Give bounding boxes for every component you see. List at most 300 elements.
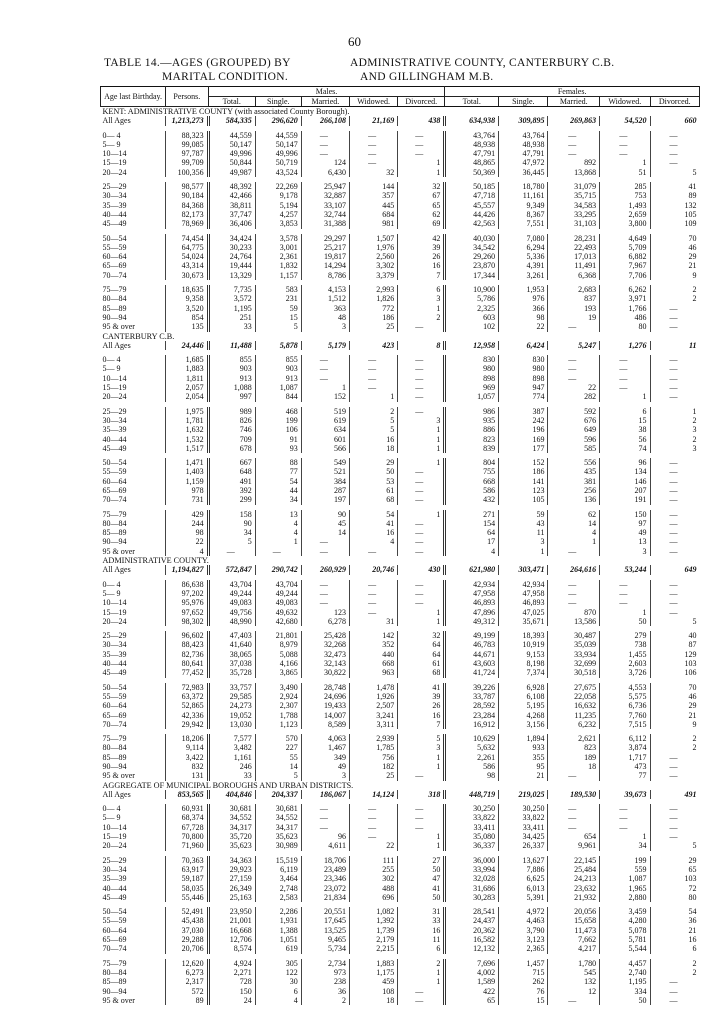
value-cell: 823	[445, 435, 499, 444]
value-cell: 49,083	[255, 598, 301, 607]
value-cell: 54	[650, 907, 699, 916]
value-cell: 63,917	[166, 865, 209, 874]
value-cell: 619	[301, 416, 349, 425]
value-cell: 2,271	[208, 968, 255, 977]
value-cell: —	[600, 598, 650, 607]
value-cell: 2,325	[445, 304, 499, 313]
value-cell: 3,422	[166, 753, 209, 762]
value-cell: —	[650, 364, 699, 373]
value-cell: —	[349, 813, 397, 822]
value-cell: —	[600, 149, 650, 158]
value-cell: 21	[650, 261, 699, 270]
value-cell: 1	[349, 392, 397, 401]
value-cell: 430	[398, 565, 445, 574]
value-cell: 56	[600, 435, 650, 444]
value-cell: 76	[499, 987, 548, 996]
value-cell: 47	[398, 874, 445, 883]
table-row	[101, 444, 700, 453]
value-cell: 6	[600, 407, 650, 416]
value-cell: 25	[349, 322, 397, 331]
age-group-cell: 20—24	[102, 616, 127, 626]
value-cell: 7,735	[208, 285, 255, 294]
value-cell: 4,217	[548, 944, 600, 953]
value-cell: 80	[650, 893, 699, 902]
value-cell: 46	[650, 243, 699, 252]
value-cell: 290,742	[255, 565, 301, 574]
value-cell: 46,893	[499, 598, 548, 607]
value-cell: 49	[600, 528, 650, 537]
value-cell: 35,671	[499, 617, 548, 626]
value-cell: —	[650, 823, 699, 832]
value-cell: 1,087	[600, 874, 650, 883]
value-cell: 36,000	[445, 856, 499, 865]
value-cell: 10,919	[499, 640, 548, 649]
value-cell: 31,686	[445, 884, 499, 893]
value-cell: 4,649	[600, 234, 650, 243]
title-left-line1: TABLE 14.—AGES (GROUPED) BY	[104, 57, 291, 69]
value-cell: 4	[255, 996, 301, 1005]
value-cell: 152	[499, 458, 548, 467]
value-cell: —	[398, 996, 445, 1005]
value-cell: 7	[398, 271, 445, 280]
value-cell: 6	[398, 944, 445, 953]
value-cell: 5,088	[255, 650, 301, 659]
value-cell: 37,030	[166, 926, 209, 935]
table-row	[101, 565, 700, 574]
table-row	[101, 753, 700, 762]
value-cell: 50,844	[208, 158, 255, 167]
value-cell: 24,764	[208, 252, 255, 261]
age-group-cell: All Ages	[102, 565, 131, 575]
value-cell: —	[398, 374, 445, 383]
value-cell: 22	[548, 383, 600, 392]
value-cell: 1	[398, 753, 445, 762]
value-cell: 36,406	[208, 219, 255, 228]
value-cell: 6,625	[499, 874, 548, 883]
section-header-row	[101, 781, 700, 790]
value-cell: 35,039	[548, 640, 600, 649]
value-cell: 134	[600, 467, 650, 476]
section-header-row	[101, 107, 700, 117]
value-cell: 349	[301, 753, 349, 762]
value-cell: 3,379	[349, 271, 397, 280]
value-cell: 16,632	[548, 701, 600, 710]
value-cell: 4	[166, 547, 209, 556]
age-group-cell: 10—14	[102, 149, 127, 159]
value-cell: 5	[650, 841, 699, 850]
value-cell: 1,785	[349, 743, 397, 752]
value-cell: 3,464	[255, 874, 301, 883]
age-group-cell: 25—29	[102, 182, 127, 192]
table-row	[101, 547, 700, 556]
table-row	[101, 916, 700, 925]
age-group-cell: 90—94	[102, 312, 127, 322]
value-cell: 47,958	[445, 589, 499, 598]
value-cell: 45	[301, 519, 349, 528]
value-cell: 830	[499, 355, 548, 364]
value-cell: —	[650, 392, 699, 401]
value-cell: 71,960	[166, 841, 209, 850]
value-cell: 1,532	[166, 435, 209, 444]
value-cell: 64	[398, 650, 445, 659]
value-cell: 30	[255, 977, 301, 986]
value-cell: 42,466	[208, 191, 255, 200]
value-cell: 13,329	[208, 271, 255, 280]
value-cell: 34,317	[255, 823, 301, 832]
value-cell: 2,560	[349, 252, 397, 261]
value-cell: 1,478	[349, 683, 397, 692]
value-cell: —	[398, 804, 445, 813]
value-cell: 20,056	[548, 907, 600, 916]
table-row	[101, 711, 700, 720]
header-females-single: Single.	[499, 97, 548, 107]
header-males-divorced: Divorced.	[398, 97, 445, 107]
value-cell: —	[398, 383, 445, 392]
value-cell: 5,247	[548, 341, 600, 350]
age-group-cell: 80—84	[102, 743, 127, 753]
value-cell: 5	[650, 168, 699, 177]
table-row	[101, 832, 700, 841]
table-row	[101, 743, 700, 752]
value-cell: —	[301, 547, 349, 556]
value-cell: 49,199	[445, 631, 499, 640]
value-cell: 41	[398, 683, 445, 692]
value-cell: 26,349	[208, 884, 255, 893]
value-cell: 154	[445, 519, 499, 528]
value-cell: 32,699	[548, 659, 600, 668]
age-group-cell: 60—64	[102, 252, 127, 262]
value-cell: —	[600, 364, 650, 373]
value-cell: 17,013	[548, 252, 600, 261]
value-cell: 4,002	[445, 968, 499, 977]
value-cell: —	[349, 383, 397, 392]
value-cell: 559	[600, 865, 650, 874]
age-group-cell: All Ages	[102, 340, 131, 350]
value-cell: 649	[650, 565, 699, 574]
age-group-cell: 75—79	[102, 285, 127, 295]
value-cell: 47,791	[445, 149, 499, 158]
value-cell: 12,958	[445, 341, 499, 350]
value-cell: 49,996	[208, 149, 255, 158]
value-cell: 976	[499, 294, 548, 303]
value-cell: —	[548, 355, 600, 364]
value-cell: 80	[600, 322, 650, 331]
value-cell: 1,455	[600, 650, 650, 659]
value-cell: 37,038	[208, 659, 255, 668]
value-cell: 191	[600, 495, 650, 504]
value-cell: 3	[398, 294, 445, 303]
value-cell: 2,683	[548, 285, 600, 294]
value-cell: —	[650, 537, 699, 546]
value-cell: 43,314	[166, 261, 209, 270]
value-cell: 266,108	[301, 116, 349, 125]
value-cell: 131	[166, 771, 209, 780]
value-cell: 1	[301, 383, 349, 392]
value-cell: —	[398, 477, 445, 486]
value-cell: 31,103	[548, 219, 600, 228]
value-cell: 49,987	[208, 168, 255, 177]
table-title-right	[350, 56, 614, 84]
value-cell: 15,519	[255, 856, 301, 865]
value-cell: —	[255, 547, 301, 556]
value-cell: 98	[166, 528, 209, 537]
title-right-line1: ADMINISTRATIVE COUNTY, CANTERBURY C.B.	[350, 57, 615, 69]
value-cell: —	[349, 598, 397, 607]
table-title-left	[104, 56, 291, 84]
age-group-cell: 25—29	[102, 631, 127, 641]
value-cell: 6,262	[600, 285, 650, 294]
value-cell: 18	[349, 444, 397, 453]
value-cell: 2,659	[600, 210, 650, 219]
value-cell: 4,463	[499, 916, 548, 925]
value-cell: 15	[255, 313, 301, 322]
value-cell: —	[650, 832, 699, 841]
value-cell: 963	[349, 668, 397, 677]
value-cell: 438	[398, 116, 445, 125]
value-cell: 193	[548, 304, 600, 313]
value-cell: —	[600, 355, 650, 364]
value-cell: 219,025	[499, 790, 548, 799]
table-row	[101, 926, 700, 935]
value-cell: 2,734	[301, 959, 349, 968]
value-cell: 3,311	[349, 720, 397, 729]
value-cell: 601	[301, 435, 349, 444]
value-cell: 30,250	[499, 804, 548, 813]
value-cell: 43	[499, 519, 548, 528]
value-cell: —	[650, 589, 699, 598]
header-females: Females.	[445, 87, 700, 97]
value-cell: 832	[166, 762, 209, 771]
value-cell: 16	[398, 926, 445, 935]
age-group-cell: 85—89	[102, 528, 127, 538]
value-cell: 144	[349, 182, 397, 191]
value-cell: —	[650, 383, 699, 392]
table-row	[101, 874, 700, 883]
table-row	[101, 580, 700, 589]
value-cell: 48,865	[445, 158, 499, 167]
header-males-total: Total.	[208, 97, 255, 107]
age-group-cell: 35—39	[102, 649, 127, 659]
value-cell: 4,972	[499, 907, 548, 916]
value-cell: 262	[499, 977, 548, 986]
age-group-cell: All Ages	[102, 116, 131, 126]
value-cell: 355	[499, 753, 548, 762]
value-cell: 123	[301, 608, 349, 617]
value-cell: 1,161	[208, 753, 255, 762]
value-cell: 25	[349, 771, 397, 780]
value-cell: 2,924	[255, 692, 301, 701]
value-cell: 72	[650, 884, 699, 893]
value-cell: —	[398, 495, 445, 504]
value-cell: 756	[349, 753, 397, 762]
value-cell: 844	[255, 392, 301, 401]
table-row	[101, 598, 700, 607]
value-cell: 48,938	[445, 140, 499, 149]
value-cell: 47,025	[499, 608, 548, 617]
value-cell: 6	[650, 944, 699, 953]
value-cell: 3	[301, 771, 349, 780]
value-cell: 43,764	[445, 131, 499, 140]
table-row	[101, 261, 700, 270]
value-cell: 4,257	[255, 210, 301, 219]
value-cell: 287	[301, 486, 349, 495]
table-row	[101, 243, 700, 252]
value-cell: 41,640	[208, 640, 255, 649]
age-group-cell: 25—29	[102, 855, 127, 865]
value-cell: 33,994	[445, 865, 499, 874]
header-age: Age last Birthday.	[101, 87, 166, 107]
value-cell: 3,578	[255, 234, 301, 243]
age-group-cell: 45—49	[102, 219, 127, 229]
age-group-cell: 20—24	[102, 392, 127, 402]
value-cell: 898	[499, 374, 548, 383]
age-group-cell: 10—14	[102, 373, 127, 383]
table-row	[101, 856, 700, 865]
value-cell: 41	[650, 182, 699, 191]
value-cell: 158	[208, 510, 255, 519]
value-cell: 6,294	[499, 243, 548, 252]
value-cell: 2	[301, 996, 349, 1005]
value-cell: 384	[301, 477, 349, 486]
value-cell: 728	[208, 977, 255, 986]
value-cell: 1,195	[600, 977, 650, 986]
value-cell: 28,592	[445, 701, 499, 710]
value-cell: 25,163	[208, 893, 255, 902]
age-group-cell: 60—64	[102, 701, 127, 711]
value-cell: 5	[349, 425, 397, 434]
value-cell: 5,786	[445, 294, 499, 303]
value-cell: 244	[166, 519, 209, 528]
value-cell: 5,575	[600, 692, 650, 701]
value-cell: 755	[445, 467, 499, 476]
age-group-cell: 65—69	[102, 935, 127, 945]
table-row	[101, 364, 700, 373]
value-cell: 74	[600, 444, 650, 453]
value-cell: 48,990	[208, 617, 255, 626]
value-cell: 7	[398, 720, 445, 729]
value-cell: 352	[349, 640, 397, 649]
age-group-cell: 40—44	[102, 883, 127, 893]
value-cell: 20,746	[349, 565, 397, 574]
value-cell: 1	[398, 304, 445, 313]
value-cell: 84,368	[166, 201, 209, 210]
value-cell: 3,302	[349, 261, 397, 270]
value-cell: 2	[650, 734, 699, 743]
value-cell: 1,512	[301, 294, 349, 303]
value-cell: 49,244	[208, 589, 255, 598]
value-cell: 31	[398, 907, 445, 916]
value-cell: 31,079	[548, 182, 600, 191]
value-cell: 21,932	[548, 893, 600, 902]
age-group-cell: 15—19	[102, 832, 127, 842]
value-cell: 70	[650, 683, 699, 692]
value-cell: 24,273	[208, 701, 255, 710]
table-row	[101, 790, 700, 799]
value-cell: 279	[600, 631, 650, 640]
value-cell: 6,736	[600, 701, 650, 710]
value-cell: 65	[445, 996, 499, 1005]
value-cell: —	[398, 598, 445, 607]
value-cell: 7,551	[499, 219, 548, 228]
value-cell: 51	[600, 168, 650, 177]
value-cell: 1,894	[499, 734, 548, 743]
value-cell: —	[650, 158, 699, 167]
table-row	[101, 650, 700, 659]
value-cell: 53	[349, 477, 397, 486]
value-cell: 60,931	[166, 804, 209, 813]
value-cell: —	[650, 547, 699, 556]
value-cell: 1,194,827	[166, 565, 209, 574]
value-cell: 981	[349, 219, 397, 228]
value-cell: 49,083	[208, 598, 255, 607]
value-cell: 50	[349, 467, 397, 476]
value-cell: 111	[349, 856, 397, 865]
value-cell: 29,297	[301, 234, 349, 243]
value-cell: 33	[398, 916, 445, 925]
value-cell: 1,926	[349, 692, 397, 701]
value-cell: 256	[548, 486, 600, 495]
table-row	[101, 210, 700, 219]
value-cell: 1,392	[349, 916, 397, 925]
value-cell: 973	[301, 968, 349, 977]
value-cell: —	[398, 140, 445, 149]
value-cell: 132	[650, 201, 699, 210]
table-row	[101, 893, 700, 902]
value-cell: 1,403	[166, 467, 209, 476]
value-cell: 837	[548, 294, 600, 303]
value-cell: 296,620	[255, 116, 301, 125]
value-cell: 20,706	[166, 944, 209, 953]
value-cell: 95,976	[166, 598, 209, 607]
value-cell: —	[650, 804, 699, 813]
value-cell: 898	[445, 374, 499, 383]
age-group-cell: 10—14	[102, 822, 127, 832]
value-cell: 448,719	[445, 790, 499, 799]
value-cell: —	[208, 547, 255, 556]
value-cell: 59	[499, 510, 548, 519]
value-cell: 39	[398, 692, 445, 701]
value-cell: 933	[499, 743, 548, 752]
value-cell: 459	[349, 977, 397, 986]
value-cell: 44,671	[445, 650, 499, 659]
value-cell: 177	[499, 444, 548, 453]
value-cell: 381	[548, 477, 600, 486]
value-cell: 6,368	[548, 271, 600, 280]
value-cell: 89	[166, 996, 209, 1005]
value-cell: 7,760	[600, 711, 650, 720]
value-cell: 5,878	[255, 341, 301, 350]
value-cell: 14	[301, 528, 349, 537]
value-cell: 6,013	[499, 884, 548, 893]
value-cell: 753	[600, 191, 650, 200]
value-cell: 1,788	[255, 711, 301, 720]
value-cell: 9	[650, 720, 699, 729]
value-cell: 3	[398, 416, 445, 425]
value-cell: 189,530	[548, 790, 600, 799]
value-cell: —	[548, 364, 600, 373]
value-cell: 50,369	[445, 168, 499, 177]
value-cell: —	[301, 580, 349, 589]
value-cell: 64	[445, 528, 499, 537]
table-row	[101, 907, 700, 916]
value-cell: 13	[255, 510, 301, 519]
value-cell: 4,153	[301, 285, 349, 294]
value-cell: 63,372	[166, 692, 209, 701]
table-row	[101, 734, 700, 743]
value-cell: 96	[301, 832, 349, 841]
value-cell: 7,515	[600, 720, 650, 729]
value-cell: 302	[349, 874, 397, 883]
